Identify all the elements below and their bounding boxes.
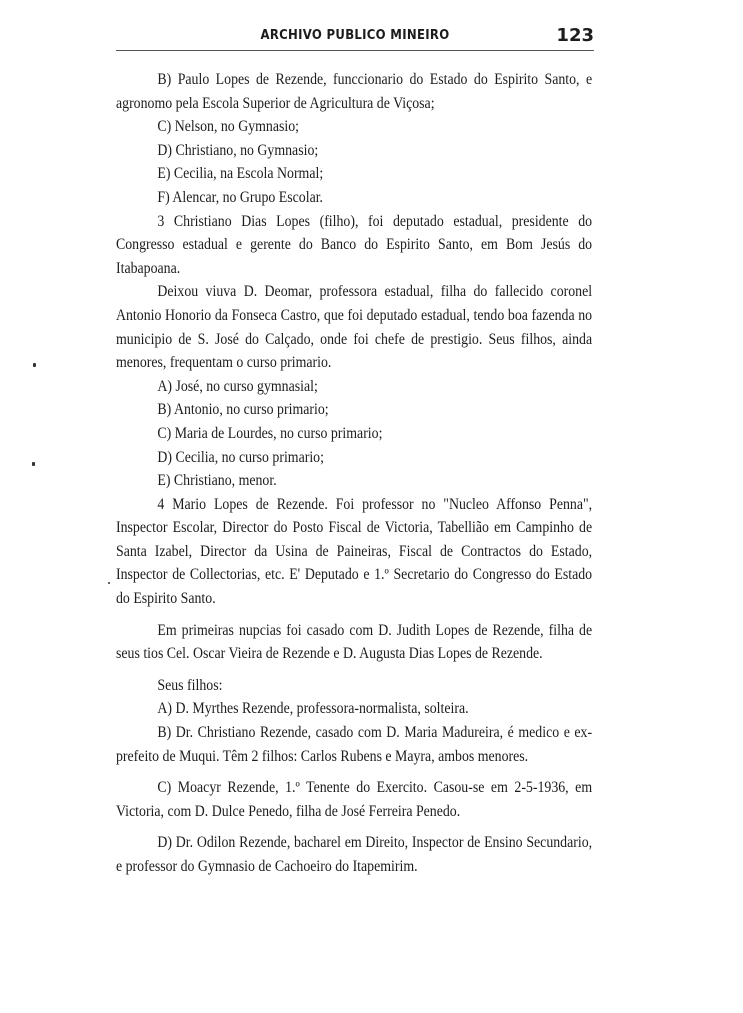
list-item: D) Christiano, no Gymnasio; [157, 141, 319, 159]
margin-speck [32, 462, 35, 466]
running-header [116, 26, 594, 54]
list-item: C) Maria de Lourdes, no curso primario; [157, 424, 383, 442]
paragraph-christiano-rezende: B) Dr. Christiano Rezende, casado com D. Maria Madureira, é medico e ex-prefeito de Muqui. Têm 2 filhos: Carlos Rubens e Mayra, ambos menores. [116, 724, 593, 765]
list-item: F) Alencar, no Grupo Escolar. [157, 188, 324, 206]
body-text [116, 68, 592, 879]
paragraph-deomar: Deixou viuva D. Deomar, professora estadual, filha do fallecido coronel Antonio Honorio da Fonseca Castro, que foi deputado estadual, tendo boa fazenda no municipio de S. José do Calçado, onde foi chefe de prestigio. Seus filhos, ainda menores, frequentam o curso primario. [116, 283, 593, 372]
margin-speck [108, 582, 110, 584]
list-item: D) Cecilia, no curso primario; [157, 448, 324, 466]
paragraph-paulo: B) Paulo Lopes de Rezende, funccionario do Estado do Espirito Santo, e agronomo pela Escola Superior de Agricultura de Viçosa; [116, 71, 593, 112]
paragraph-children-heading: Seus filhos: [157, 676, 223, 694]
list-item: E) Cecilia, na Escola Normal; [157, 165, 324, 183]
running-header-title: ARCHIVO PUBLICO MINEIRO [260, 28, 450, 43]
page-number: 123 [556, 25, 594, 46]
paragraph-myrthes: A) D. Myrthes Rezende, professora-normalista, solteira. [157, 700, 469, 718]
margin-speck [33, 363, 36, 367]
header-rule [116, 50, 594, 51]
list-item: B) Antonio, no curso primario; [157, 401, 329, 419]
paragraph-first-marriage: Em primeiras nupcias foi casado com D. Judith Lopes de Rezende, filha de seus tios Cel. Oscar Vieira de Rezende e D. Augusta Dias Lopes de Rezende. [116, 621, 593, 663]
list-item: A) José, no curso gymnasial; [157, 377, 318, 395]
paragraph-odilon: D) Dr. Odilon Rezende, bacharel em Direito, Inspector de Ensino Secundario, e professor do Gymnasio de Cachoeiro do Itapemirim. [116, 834, 593, 875]
list-item: E) Christiano, menor. [157, 472, 277, 490]
paragraph-moacyr: C) Moacyr Rezende, 1.º Tenente do Exercito. Casou-se em 2-5-1936, em Victoria, com D. Dulce Penedo, filha de José Ferreira Penedo. [116, 779, 593, 820]
paragraph-christiano-filho: 3 Christiano Dias Lopes (filho), foi deputado estadual, presidente do Congresso estadual e gerente do Banco do Espirito Santo, em Bom Jesús do Itabapoana. [116, 212, 593, 277]
paragraph-mario: 4 Mario Lopes de Rezende. Foi professor no "Nucleo Affonso Penna", Inspector Escolar, Director do Posto Fiscal de Victoria, Tabellião em Campinho de Santa Izabel, Director da Usina de Paineiras, Fiscal de Contractos do Estado, Inspector de Collectorias, etc. E' Deputado e 1.º Secretario do Congresso do Estado do Espirito Santo. [116, 495, 593, 608]
list-item: C) Nelson, no Gymnasio; [157, 118, 299, 136]
